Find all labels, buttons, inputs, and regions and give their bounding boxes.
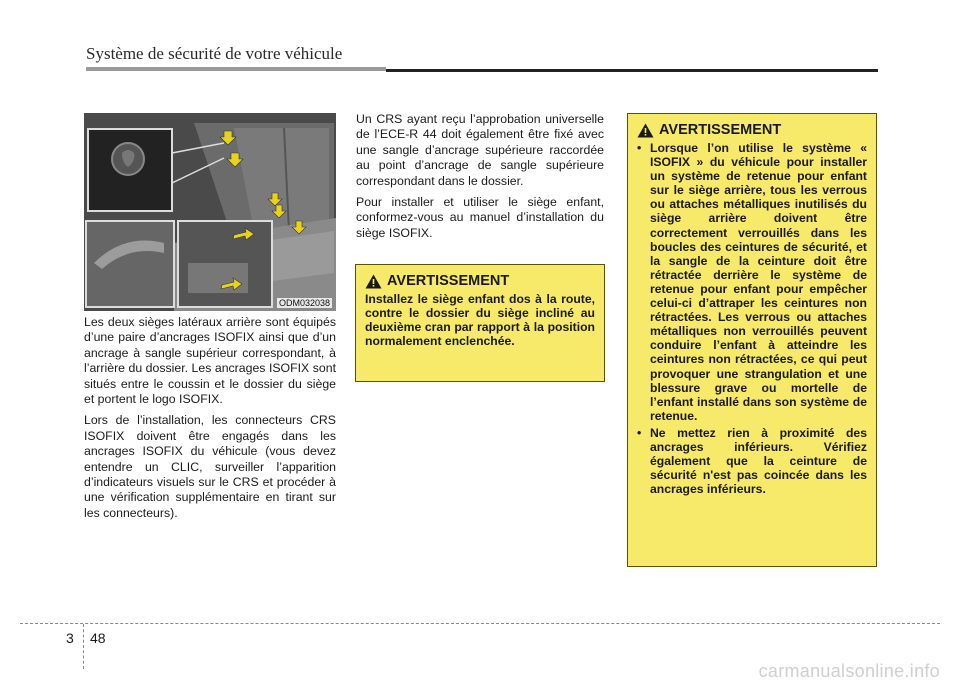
body-column-middle bbox=[356, 112, 604, 247]
warning-list bbox=[637, 141, 867, 496]
footer-divider bbox=[83, 624, 84, 669]
warning-triangle-icon bbox=[637, 123, 654, 138]
page-number: 48 bbox=[90, 630, 106, 646]
warning-title: AVERTISSEMENT bbox=[387, 273, 510, 289]
warning-triangle-icon bbox=[365, 274, 382, 289]
warning-box-small bbox=[355, 264, 605, 382]
warning-header bbox=[637, 122, 867, 138]
warning-box-large bbox=[627, 113, 877, 567]
body-paragraph: Pour installer et utiliser le siège enfant, conformez-vous au manuel d’installation du siège ISOFIX. bbox=[356, 195, 604, 240]
footer-rule bbox=[20, 623, 940, 624]
body-paragraph: Les deux sièges latéraux arrière sont équipés d’une paire d’ancrages ISOFIX ainsi que d’un ancrage à sangle supérieur correspondant, à l’arrière du dossier. Les ancrages ISOFIX sont situés entre le coussin et le dossier du siège et portent le logo ISOFIX. bbox=[84, 315, 336, 407]
figure-code: ODM032038 bbox=[278, 298, 330, 308]
seat-illustration bbox=[84, 113, 336, 311]
header-rule-accent bbox=[86, 67, 386, 71]
isofix-seat-figure bbox=[84, 113, 336, 311]
warning-item: • Lorsque l’on utilise le système « ISOFIX » du véhicule pour installer un système de retenue pour enfant sur le siège arrière, tous les verrous ou attaches métalliques inutilisés du siège arrière doivent être correctement verrouillés dans les boucles des ceintures de sécurité, et la sangle de la ceinture doit être rétractée derrière le système de retenue pour enfant pour empêcher celui-ci d’attraper les ceintures non rétractées. Les verrous ou attaches métalliques non verrouillés peuvent conduire l’enfant à atteindre les ceintures non rétractées, ce qui peut provoquer une strangulation et une blessure grave ou mortelle de l’enfant installé dans son système de retenue. bbox=[637, 141, 867, 423]
body-paragraph: Un CRS ayant reçu l’approbation universelle de l’ECE-R 44 doit également être fixé avec une sangle d’ancrage supérieure raccordée au point d’ancrage de sangle supérieure correspondant dans le dossier. bbox=[356, 112, 604, 188]
warning-title: AVERTISSEMENT bbox=[659, 122, 782, 138]
warning-text: Installez le siège enfant dos à la route, contre le dossier du siège incliné au deuxième cran par rapport à la position normalement enclenchée. bbox=[365, 292, 595, 349]
warning-item: • Ne mettez rien à proximité des ancrages inférieurs. Vérifiez également que la ceinture de sécurité n'est pas coincée dans les ancrages inférieurs. bbox=[637, 426, 867, 496]
watermark: carmanualsonline.info bbox=[758, 661, 940, 681]
body-paragraph: Lors de l’installation, les connecteurs CRS ISOFIX doivent être engagés dans les ancrages ISOFIX du véhicule (vous devez entendre un CLIC, surveiller l’apparition d’indicateurs visuels sur le CRS et procéder à une vérification supplémentaire en tirant sur les connecteurs). bbox=[84, 413, 336, 520]
body-column-left bbox=[84, 315, 336, 527]
section-number: 3 bbox=[66, 630, 74, 646]
header-rule bbox=[386, 69, 878, 72]
warning-header bbox=[365, 273, 595, 289]
page-header-title: Système de sécurité de votre véhicule bbox=[86, 44, 343, 63]
